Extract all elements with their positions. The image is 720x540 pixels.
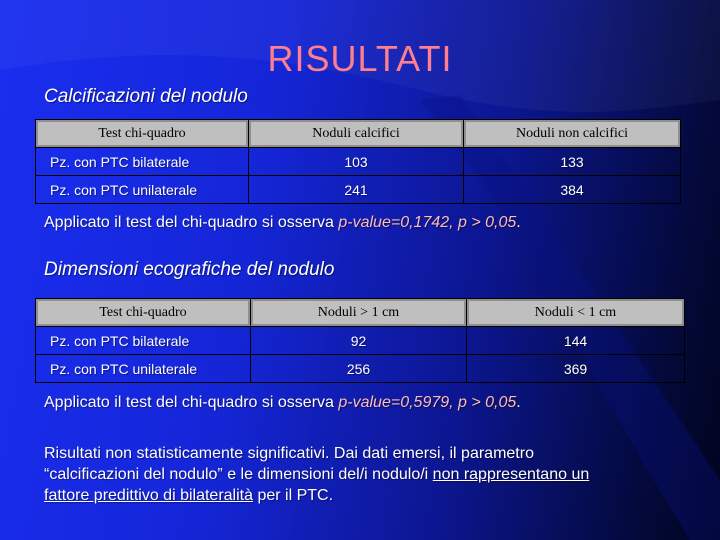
table-dimensioni — [35, 298, 685, 383]
table-header-row — [36, 299, 685, 327]
column-header: Test chi-quadro — [36, 299, 251, 327]
column-header: Noduli non calcifici — [464, 120, 681, 148]
column-header: Test chi-quadro — [36, 120, 249, 148]
column-header: Noduli < 1 cm — [467, 299, 685, 327]
conclusion-text: per il PTC. — [253, 487, 334, 504]
p-value-highlight: p-value=0,1742, p > 0,05 — [338, 214, 517, 231]
row-label: Pz. con PTC bilaterale — [36, 327, 251, 355]
table-row — [36, 148, 681, 176]
column-header: Noduli > 1 cm — [251, 299, 467, 327]
table-cell: 133 — [464, 148, 681, 176]
table-cell: 256 — [251, 355, 467, 383]
table-cell: 103 — [249, 148, 464, 176]
result-prefix: Applicato il test del chi-quadro si osserva — [44, 394, 339, 411]
conclusion-line-1: Risultati non statisticamente significativi. Dai dati emersi, il parametro — [44, 445, 534, 462]
conclusion-underlined-text: fattore predittivo di bilateralità — [44, 487, 253, 504]
row-label: Pz. con PTC bilaterale — [36, 148, 249, 176]
result-text-dimensioni — [44, 394, 521, 412]
table-header-row — [36, 120, 681, 148]
row-label: Pz. con PTC unilaterale — [36, 176, 249, 204]
table-cell: 384 — [464, 176, 681, 204]
p-value-highlight: p-value=0,5979, p > 0,05 — [338, 394, 517, 411]
table-cell: 369 — [467, 355, 685, 383]
conclusion-paragraph — [44, 443, 664, 506]
section-heading-dimensioni: Dimensioni ecografiche del nodulo — [44, 259, 335, 280]
table-calcificazioni — [35, 119, 681, 204]
table-row — [36, 355, 685, 383]
slide-title: RISULTATI — [267, 38, 453, 79]
table-cell: 241 — [249, 176, 464, 204]
row-label: Pz. con PTC unilaterale — [36, 355, 251, 383]
table-row — [36, 327, 685, 355]
section-heading-calcificazioni: Calcificazioni del nodulo — [44, 86, 248, 107]
result-text-calcificazioni — [44, 214, 521, 232]
table-cell: 144 — [467, 327, 685, 355]
result-prefix: Applicato il test del chi-quadro si osserva — [44, 214, 339, 231]
result-suffix: . — [516, 214, 521, 231]
conclusion-line-2 — [44, 464, 664, 485]
conclusion-underlined-text: non rappresentano un — [432, 466, 590, 483]
table-cell: 92 — [251, 327, 467, 355]
conclusion-text: “calcificazioni del nodulo” e le dimensioni del/i nodulo/i — [44, 466, 433, 483]
column-header: Noduli calcifici — [249, 120, 464, 148]
result-suffix: . — [516, 394, 521, 411]
table-row — [36, 176, 681, 204]
conclusion-line-3 — [44, 485, 664, 506]
